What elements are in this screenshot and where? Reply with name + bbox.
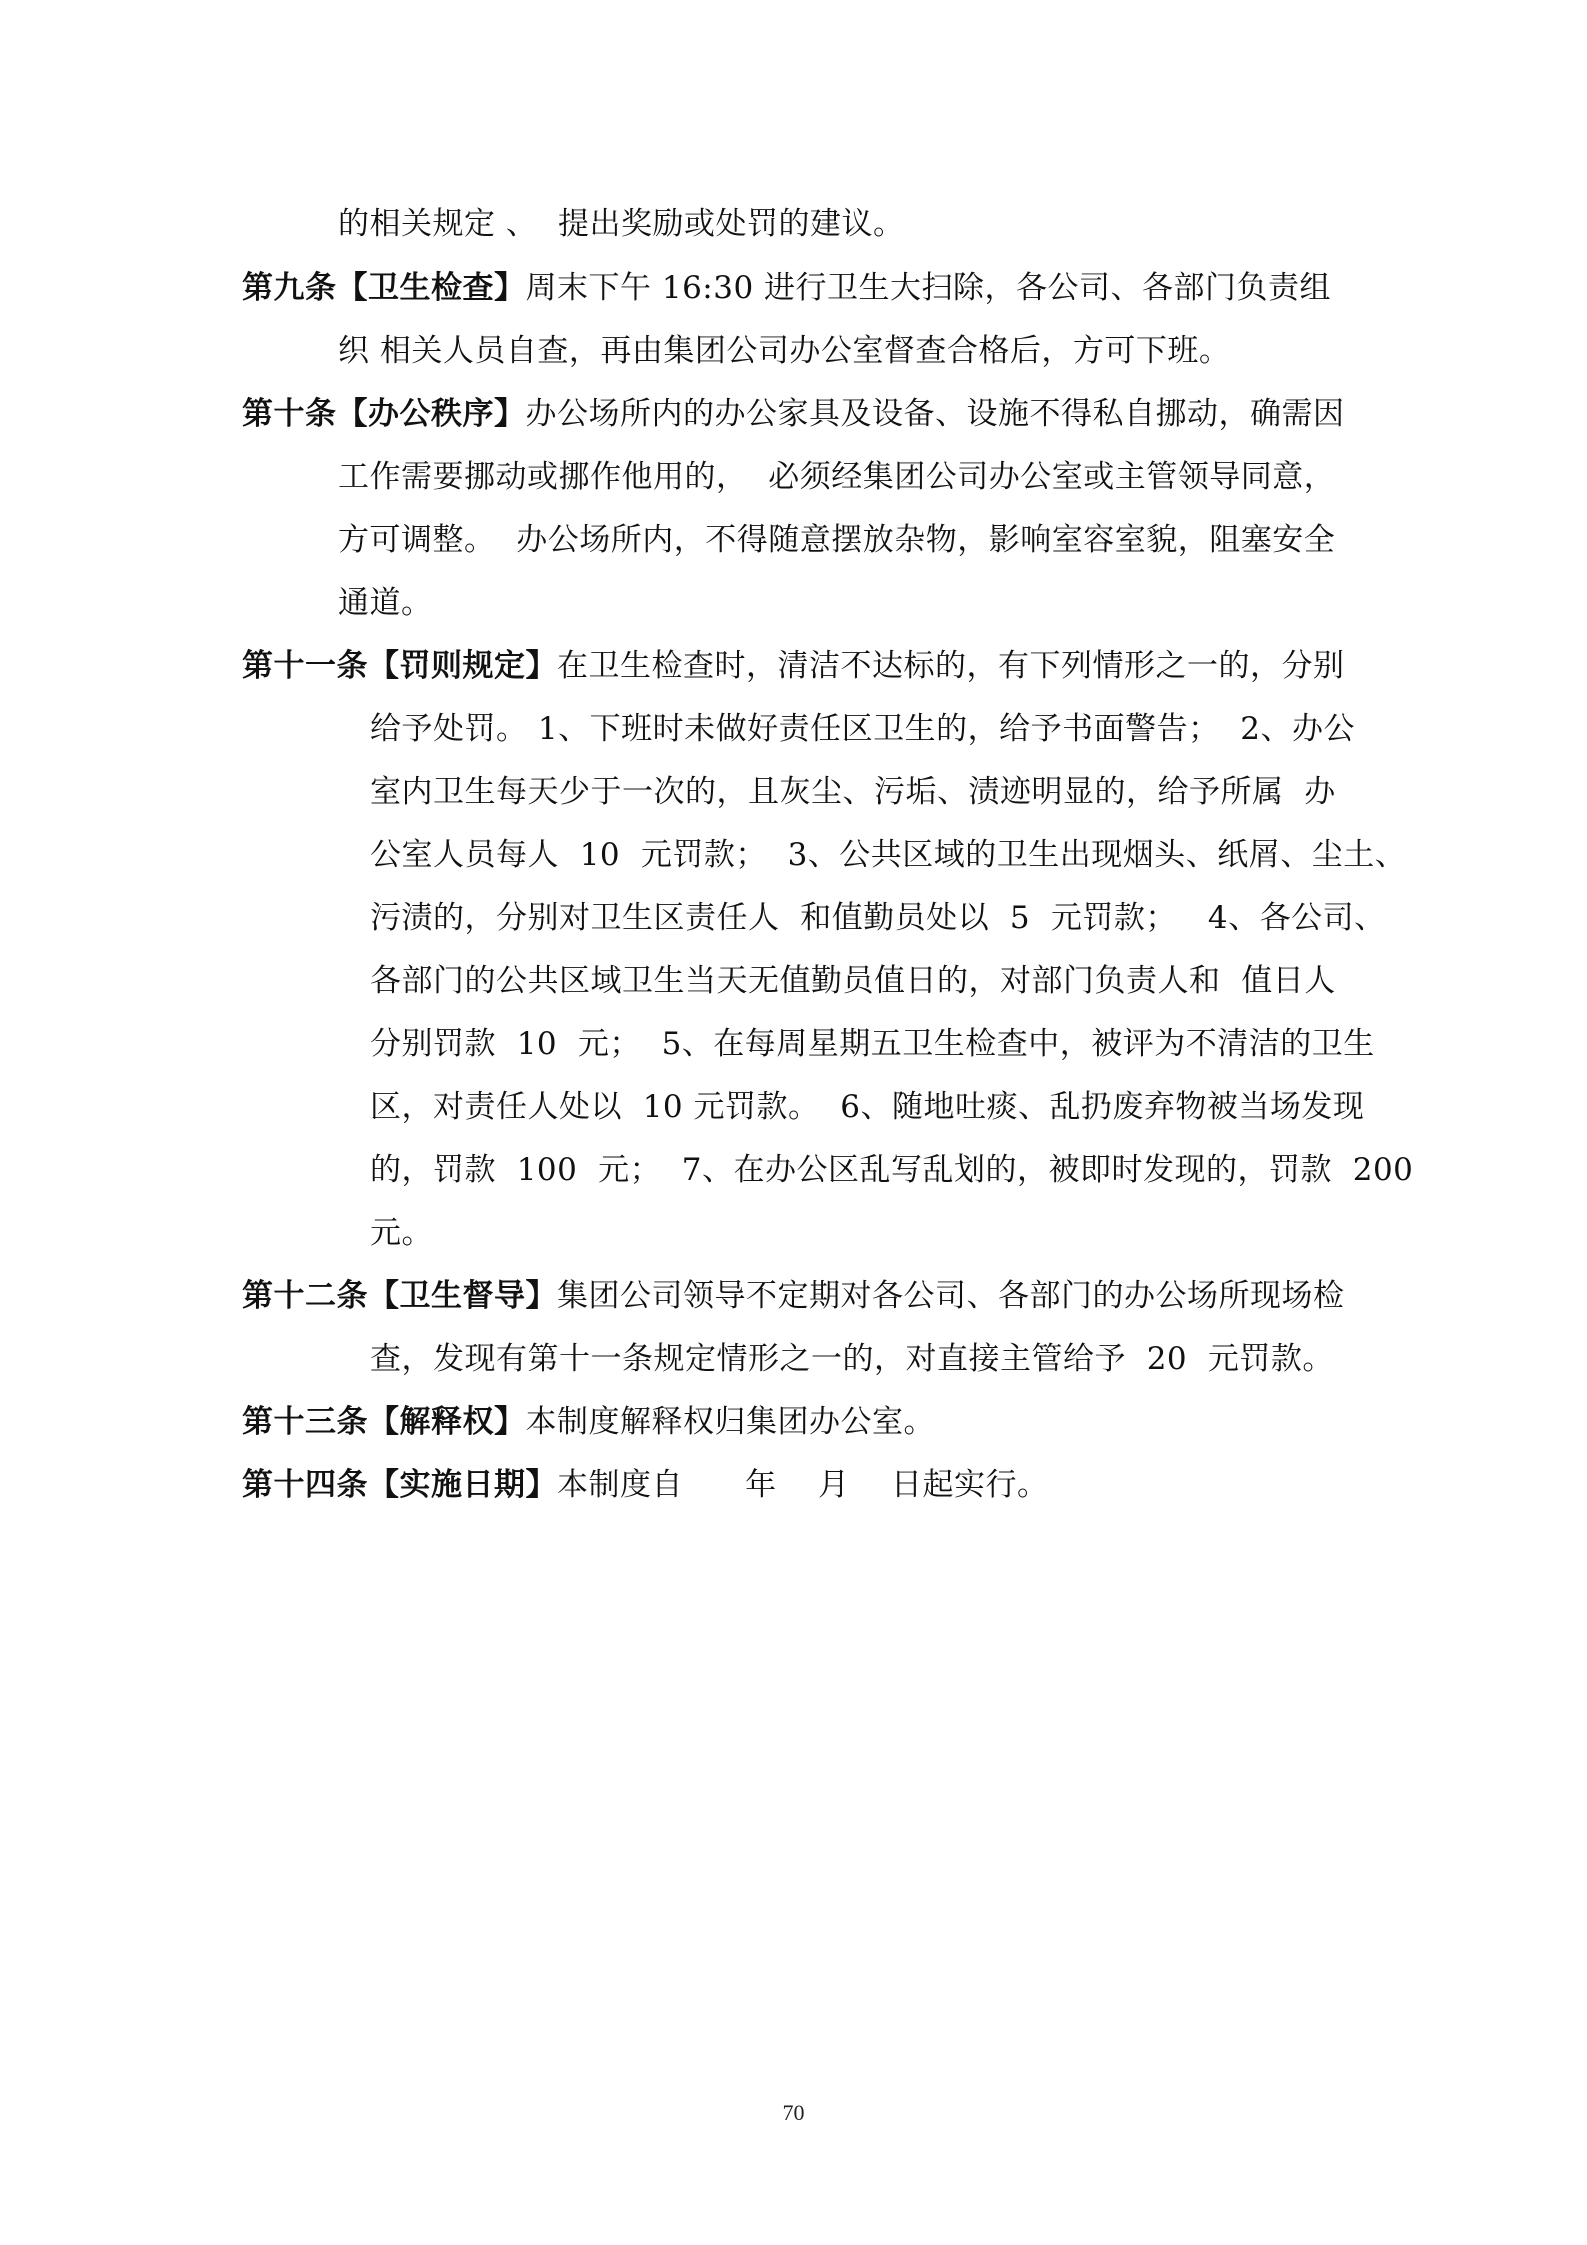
article-11-heading: 第十一条【罚则规定】	[242, 648, 557, 684]
article-11-line-2: 给予处罚。 1、下班时未做好责任区卫生的，给予书面警告； 2、办公	[370, 711, 1356, 747]
article-13-heading: 第十三条【解释权】	[242, 1404, 526, 1440]
article-12-heading: 第十二条【卫生督导】	[242, 1278, 557, 1314]
article-9-line-2: 织 相关人员自查，再由集团公司办公室督查合格后，方可下班。	[338, 333, 1231, 369]
article-10-line-2: 工作需要挪动或挪作他用的， 必须经集团公司办公室或主管领导同意，	[338, 459, 1336, 495]
article-11-line-9: 的，罚款 100 元； 7、在办公区乱写乱划的，被即时发现的，罚款 200	[370, 1152, 1414, 1188]
article-11-line-5: 污渍的，分别对卫生区责任人 和值勤员处以 5 元罚款； 4、各公司、	[370, 900, 1386, 936]
article-11-line-6: 各部门的公共区域卫生当天无值勤员值日的，对部门负责人和 值日人	[370, 963, 1336, 999]
article-11-line-1	[242, 646, 1345, 686]
article-9-heading: 第九条【卫生检查】	[242, 270, 526, 306]
article-9-text: 周末下午 16:30 进行卫生大扫除，各公司、各部门负责组	[525, 270, 1332, 306]
article-11-line-10: 元。	[370, 1215, 433, 1251]
page-number: 70	[782, 2100, 805, 2125]
article-11-line-3: 室内卫生每天少于一次的，且灰尘、污垢、渍迹明显的，给予所属 办	[370, 774, 1336, 810]
continuation-line: 的相关规定 、 提出奖励或处罚的建议。	[338, 206, 905, 242]
article-14-line-1	[242, 1465, 1048, 1505]
article-14-heading: 第十四条【实施日期】	[242, 1467, 557, 1503]
article-12-line-2: 查，发现有第十一条规定情形之一的，对直接主管给予 20 元罚款。	[370, 1341, 1334, 1377]
article-10-text: 办公场所内的办公家具及设备、设施不得私自挪动，确需因	[525, 396, 1345, 432]
article-13-text: 本制度解释权归集团办公室。	[525, 1404, 935, 1440]
article-10-line-1	[242, 394, 1345, 434]
article-10-line-3: 方可调整。 办公场所内，不得随意摆放杂物，影响室容室貌，阻塞安全	[338, 522, 1336, 558]
article-9-line-1	[242, 268, 1331, 308]
article-13-line-1	[242, 1402, 935, 1442]
article-12-text: 集团公司领导不定期对各公司、各部门的办公场所现场检	[557, 1278, 1345, 1314]
article-14-text: 本制度自 年 月 日起实行。	[557, 1467, 1049, 1503]
article-10-line-4: 通道。	[338, 585, 433, 621]
article-10-heading: 第十条【办公秩序】	[242, 396, 526, 432]
article-11-line-4: 公室人员每人 10 元罚款； 3、公共区域的卫生出现烟头、纸屑、尘土、	[370, 837, 1407, 873]
article-11-line-8: 区，对责任人处以 10 元罚款。 6、随地吐痰、乱扔废弃物被当场发现	[370, 1089, 1365, 1125]
article-12-line-1	[242, 1276, 1345, 1316]
article-11-text: 在卫生检查时，清洁不达标的，有下列情形之一的，分别	[557, 648, 1345, 684]
article-11-line-7: 分别罚款 10 元； 5、在每周星期五卫生检查中，被评为不清洁的卫生	[370, 1026, 1375, 1062]
